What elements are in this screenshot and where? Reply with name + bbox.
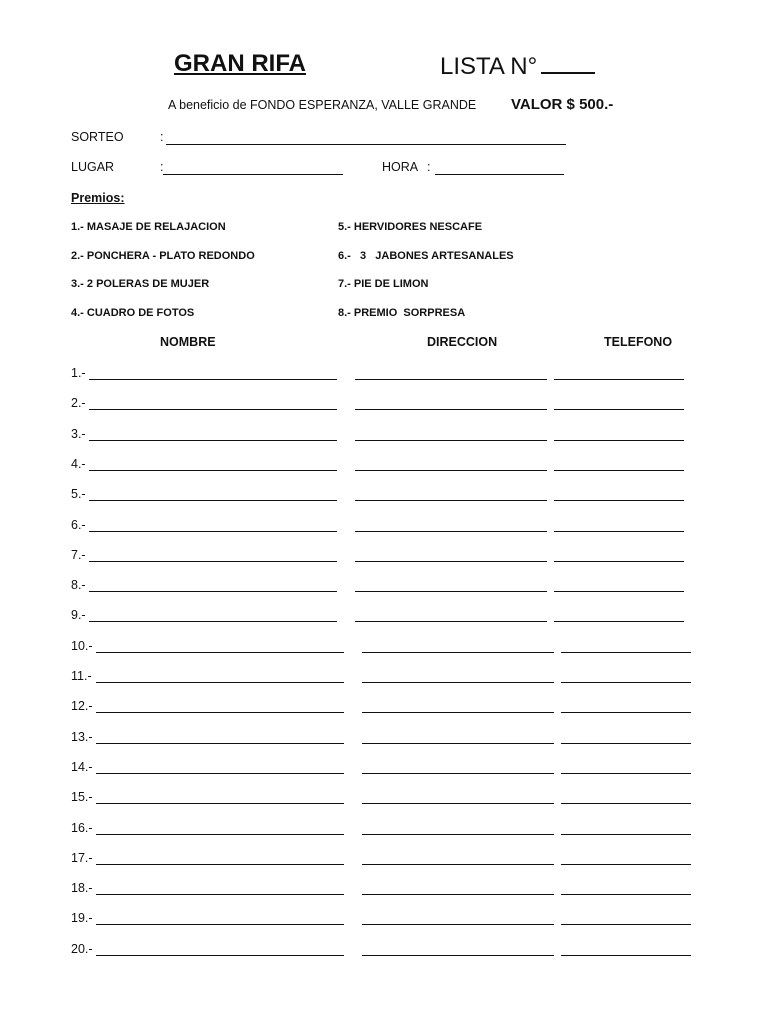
row-number: 7.- <box>71 548 86 562</box>
hora-label: HORA <box>382 160 419 174</box>
address-line[interactable] <box>355 440 547 441</box>
row-number: 9.- <box>71 608 86 622</box>
row-number: 12.- <box>71 699 93 713</box>
list-number-blank <box>541 50 595 74</box>
name-line[interactable] <box>89 379 337 380</box>
list-number-label: LISTA N° <box>440 53 538 80</box>
address-line[interactable] <box>362 652 554 653</box>
phone-line[interactable] <box>561 894 691 895</box>
phone-line[interactable] <box>561 682 691 683</box>
phone-line[interactable] <box>561 712 691 713</box>
phone-line[interactable] <box>554 531 684 532</box>
row-number: 8.- <box>71 578 86 592</box>
name-line[interactable] <box>96 743 344 744</box>
prize-item: 1.- MASAJE DE RELAJACION <box>71 221 226 233</box>
row-number: 20.- <box>71 942 93 956</box>
row-number: 18.- <box>71 881 93 895</box>
row-number: 10.- <box>71 639 93 653</box>
phone-line[interactable] <box>554 470 684 471</box>
row-number: 4.- <box>71 457 86 471</box>
column-header-direccion: DIRECCION <box>427 335 498 349</box>
row-number: 14.- <box>71 760 93 774</box>
address-line[interactable] <box>355 591 547 592</box>
name-line[interactable] <box>96 894 344 895</box>
address-line[interactable] <box>355 379 547 380</box>
lugar-label: LUGAR <box>71 160 115 174</box>
address-line[interactable] <box>355 470 547 471</box>
phone-line[interactable] <box>561 955 691 956</box>
name-line[interactable] <box>89 409 337 410</box>
phone-line[interactable] <box>554 500 684 501</box>
address-line[interactable] <box>355 409 547 410</box>
name-line[interactable] <box>96 955 344 956</box>
name-line[interactable] <box>96 652 344 653</box>
address-line[interactable] <box>362 864 554 865</box>
phone-line[interactable] <box>554 591 684 592</box>
prize-item: 4.- CUADRO DE FOTOS <box>71 307 195 319</box>
name-line[interactable] <box>89 500 337 501</box>
name-line[interactable] <box>96 682 344 683</box>
phone-line[interactable] <box>561 834 691 835</box>
address-line[interactable] <box>362 773 554 774</box>
row-number: 1.- <box>71 366 86 380</box>
hora-colon: : <box>427 160 431 174</box>
raffle-title: GRAN RIFA <box>174 50 306 77</box>
sorteo-label: SORTEO <box>71 130 124 144</box>
address-line[interactable] <box>362 743 554 744</box>
row-number: 16.- <box>71 821 93 835</box>
address-line[interactable] <box>355 561 547 562</box>
row-number: 13.- <box>71 730 93 744</box>
column-header-nombre: NOMBRE <box>160 335 216 349</box>
subtitle: A beneficio de FONDO ESPERANZA, VALLE GRANDE <box>168 98 477 112</box>
phone-line[interactable] <box>554 561 684 562</box>
prize-item: 7.- PIE DE LIMON <box>338 278 429 290</box>
list-number <box>440 50 595 81</box>
column-header-telefono: TELEFONO <box>604 335 673 349</box>
address-line[interactable] <box>362 712 554 713</box>
hora-line[interactable] <box>435 174 564 175</box>
prize-item: 6.- 3 JABONES ARTESANALES <box>338 250 514 262</box>
lugar-colon: : <box>160 160 164 174</box>
name-line[interactable] <box>96 803 344 804</box>
name-line[interactable] <box>96 924 344 925</box>
row-number: 3.- <box>71 427 86 441</box>
name-line[interactable] <box>96 834 344 835</box>
sorteo-colon: : <box>160 130 164 144</box>
name-line[interactable] <box>96 773 344 774</box>
row-number: 15.- <box>71 790 93 804</box>
prize-item: 5.- HERVIDORES NESCAFE <box>338 221 483 233</box>
phone-line[interactable] <box>561 773 691 774</box>
address-line[interactable] <box>362 894 554 895</box>
price: VALOR $ 500.- <box>511 96 614 113</box>
phone-line[interactable] <box>554 440 684 441</box>
address-line[interactable] <box>362 803 554 804</box>
name-line[interactable] <box>89 621 337 622</box>
phone-line[interactable] <box>554 409 684 410</box>
name-line[interactable] <box>89 440 337 441</box>
row-number: 5.- <box>71 487 86 501</box>
address-line[interactable] <box>362 955 554 956</box>
row-number: 19.- <box>71 911 93 925</box>
prize-item: 3.- 2 POLERAS DE MUJER <box>71 278 210 290</box>
phone-line[interactable] <box>554 621 684 622</box>
phone-line[interactable] <box>561 864 691 865</box>
prize-item: 2.- PONCHERA - PLATO REDONDO <box>71 250 255 262</box>
phone-line[interactable] <box>561 803 691 804</box>
address-line[interactable] <box>362 924 554 925</box>
row-number: 2.- <box>71 396 86 410</box>
name-line[interactable] <box>89 531 337 532</box>
phone-line[interactable] <box>561 652 691 653</box>
name-line[interactable] <box>89 470 337 471</box>
name-line[interactable] <box>89 591 337 592</box>
lugar-line[interactable] <box>163 174 343 175</box>
row-number: 6.- <box>71 518 86 532</box>
phone-line[interactable] <box>561 743 691 744</box>
name-line[interactable] <box>96 864 344 865</box>
name-line[interactable] <box>96 712 344 713</box>
sorteo-line[interactable] <box>166 144 566 145</box>
address-line[interactable] <box>355 531 547 532</box>
premios-heading: Premios: <box>71 191 125 205</box>
phone-line[interactable] <box>561 924 691 925</box>
address-line[interactable] <box>355 500 547 501</box>
phone-line[interactable] <box>554 379 684 380</box>
name-line[interactable] <box>89 561 337 562</box>
row-number: 17.- <box>71 851 93 865</box>
address-line[interactable] <box>355 621 547 622</box>
prize-item: 8.- PREMIO SORPRESA <box>338 307 466 319</box>
address-line[interactable] <box>362 682 554 683</box>
row-number: 11.- <box>71 669 92 683</box>
address-line[interactable] <box>362 834 554 835</box>
